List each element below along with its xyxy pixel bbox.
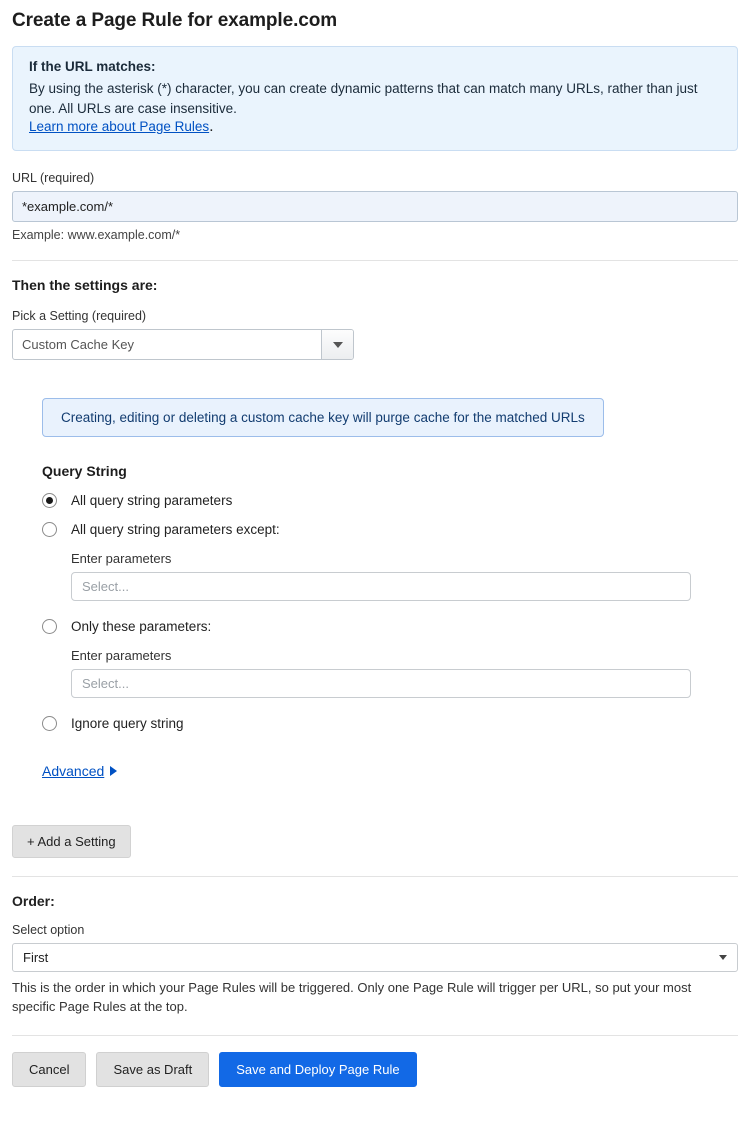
except-parameters-input[interactable] (71, 572, 691, 601)
save-deploy-button[interactable]: Save and Deploy Page Rule (219, 1052, 416, 1087)
divider-footer (12, 1035, 738, 1036)
footer-actions (12, 1052, 738, 1087)
chevron-down-icon (333, 342, 343, 348)
url-field-label: URL (required) (12, 171, 95, 186)
callout-heading: If the URL matches: (29, 59, 156, 74)
add-setting-button[interactable]: + Add a Setting (12, 825, 131, 858)
radio-row-all-params-except[interactable] (42, 522, 738, 537)
radio-label-all-params: All query string parameters (71, 493, 233, 509)
order-section-heading: Order: (12, 893, 55, 910)
radio-only-params[interactable] (42, 619, 57, 634)
divider-settings (12, 260, 738, 261)
custom-cache-key-body (42, 463, 738, 731)
setting-picker-toggle[interactable] (321, 330, 353, 359)
setting-picker[interactable] (12, 329, 354, 360)
advanced-toggle-label: Advanced (42, 763, 105, 780)
url-match-callout (12, 46, 738, 151)
radio-label-ignore-query-string: Ignore query string (71, 716, 184, 732)
radio-label-only-params: Only these parameters: (71, 619, 212, 635)
chevron-down-icon (719, 955, 727, 960)
advanced-toggle[interactable] (42, 763, 117, 779)
callout-link-suffix: . (209, 118, 214, 136)
only-parameters-placeholder: Select... (82, 676, 129, 692)
setting-picker-value: Custom Cache Key (22, 337, 134, 353)
except-parameters-label: Enter parameters (71, 551, 172, 567)
except-parameters-field (71, 551, 738, 601)
except-parameters-placeholder: Select... (82, 579, 129, 595)
cancel-button[interactable]: Cancel (12, 1052, 86, 1087)
query-string-heading: Query String (42, 463, 127, 480)
only-parameters-label: Enter parameters (71, 648, 172, 664)
order-select[interactable] (12, 943, 738, 972)
chevron-right-icon (110, 766, 117, 776)
radio-all-params-except[interactable] (42, 522, 57, 537)
page-rule-form (0, 10, 750, 1140)
url-field-hint: Example: www.example.com/* (12, 228, 181, 243)
order-select-value: First (23, 950, 49, 966)
radio-ignore-query-string[interactable] (42, 716, 57, 731)
learn-more-link[interactable]: Learn more about Page Rules (29, 119, 210, 135)
only-parameters-input[interactable] (71, 669, 691, 698)
page-title: Create a Page Rule for example.com (12, 10, 338, 31)
radio-row-all-params[interactable] (42, 493, 738, 508)
save-draft-button[interactable]: Save as Draft (96, 1052, 209, 1087)
radio-row-ignore-query-string[interactable] (42, 716, 738, 731)
callout-body: By using the asterisk (*) character, you can create dynamic patterns that can match many URLs, rather than just one. All URLs are case insensitive. (29, 81, 698, 116)
settings-section-heading: Then the settings are: (12, 277, 158, 294)
only-parameters-field (71, 648, 738, 698)
url-input[interactable] (12, 191, 738, 222)
radio-label-all-params-except: All query string parameters except: (71, 522, 280, 538)
order-hint: This is the order in which your Page Rules will be triggered. Only one Page Rule will trigger per URL, so put your most specific Page Rules at the top. (12, 980, 692, 1014)
order-select-label: Select option (12, 923, 85, 938)
callout-link-row (29, 118, 721, 136)
setting-picker-label: Pick a Setting (required) (12, 309, 147, 324)
add-setting-row (12, 781, 738, 858)
radio-all-params[interactable] (42, 493, 57, 508)
divider-order (12, 876, 738, 877)
purge-notice: Creating, editing or deleting a custom cache key will purge cache for the matched URLs (42, 398, 604, 437)
radio-row-only-params[interactable] (42, 619, 738, 634)
